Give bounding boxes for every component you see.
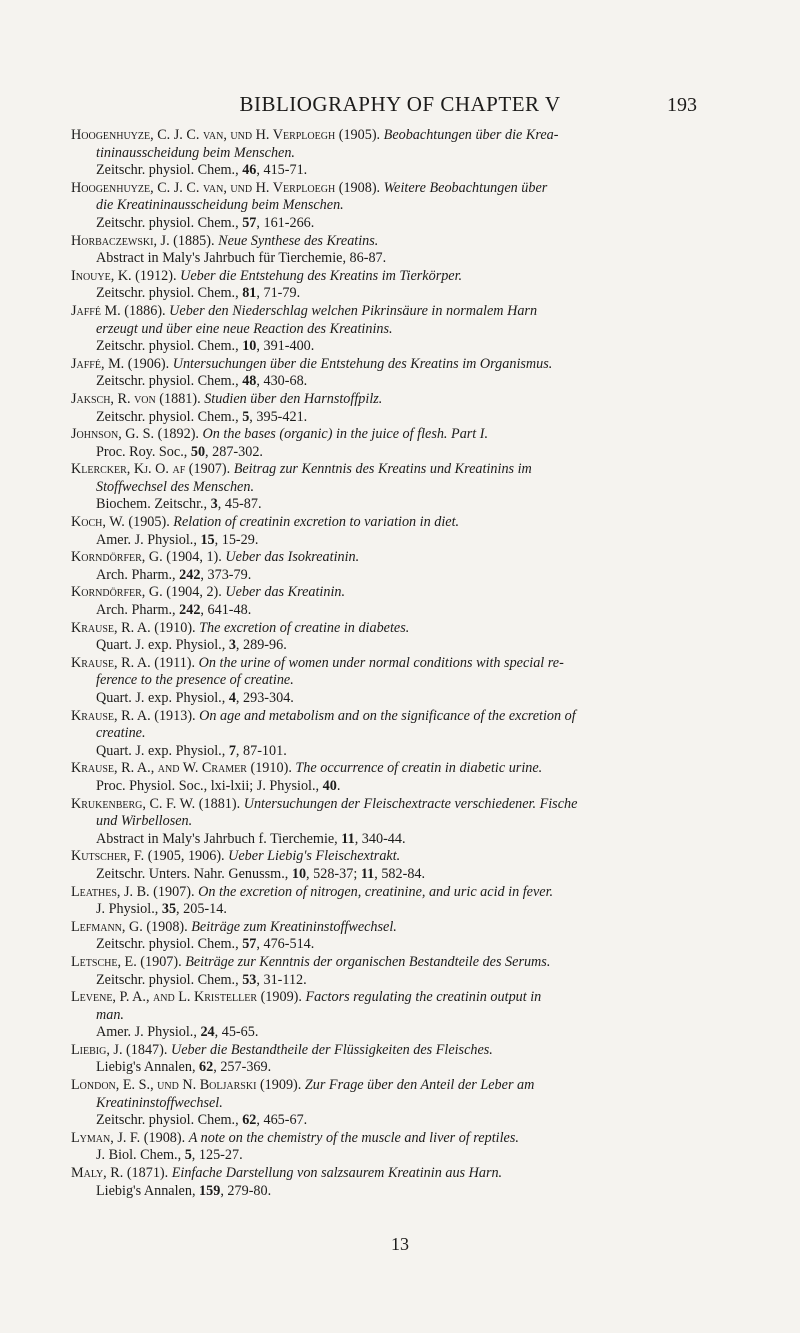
entry-source: , 391-400. <box>256 338 315 355</box>
bibliography-entry <box>71 549 733 584</box>
entry-line <box>71 1130 733 1148</box>
entry-line <box>71 813 733 831</box>
entry-line <box>71 954 733 972</box>
entry-line <box>71 848 733 866</box>
entry-line <box>71 1077 733 1095</box>
entry-source: , 31-112. <box>256 971 307 988</box>
entry-volume: 35 <box>161 901 177 918</box>
entry-volume: 62 <box>242 1112 257 1129</box>
entry-line <box>71 356 733 374</box>
entry-author: Krause, R. A. (1913). <box>71 707 200 724</box>
entry-source: , 279-80. <box>220 1182 272 1199</box>
entry-line <box>71 972 733 990</box>
bibliography-entry <box>71 1165 733 1200</box>
entry-title: Beobachtungen über die Krea- <box>383 127 559 143</box>
entry-author: Jaffé M. (1886). <box>71 302 170 319</box>
bibliography-entry <box>71 1077 733 1130</box>
entry-volume: 48 <box>242 373 257 390</box>
entry-volume: 159 <box>199 1182 221 1199</box>
entry-line <box>71 708 733 726</box>
entry-volume: 53 <box>242 971 257 988</box>
entry-author: Maly, R. (1871). <box>71 1165 172 1182</box>
entry-line <box>71 532 733 550</box>
bibliography-entry <box>71 655 733 708</box>
entry-source: , 161-266. <box>256 214 315 231</box>
entry-line <box>71 884 733 902</box>
entry-line <box>71 1042 733 1060</box>
entry-source: , 45-65. <box>214 1024 259 1041</box>
entry-author: Koch, W. (1905). <box>71 514 174 531</box>
entry-title: creatine. <box>96 725 146 742</box>
bibliography-entry <box>71 884 733 919</box>
entry-source: , 340-44. <box>354 830 406 847</box>
entry-source: Zeitschr. physiol. Chem., <box>96 1112 243 1129</box>
entry-volume: 7 <box>228 742 236 759</box>
entry-volume: 81 <box>242 285 257 302</box>
entry-author: Korndörfer, G. (1904, 2). <box>71 584 226 601</box>
entry-source: Liebig's Annalen, <box>96 1059 200 1076</box>
entry-author: Liebig, J. (1847). <box>71 1041 171 1058</box>
entry-source: Quart. J. exp. Physiol., <box>96 742 229 759</box>
bibliography-entry <box>71 989 733 1042</box>
entry-line <box>71 725 733 743</box>
entry-title: Kreatininstoffwechsel. <box>96 1094 223 1111</box>
entry-volume: 57 <box>242 214 257 231</box>
entry-author: Kutscher, F. (1905, 1906). <box>71 848 229 865</box>
entry-source: Zeitschr. physiol. Chem., <box>96 214 243 231</box>
bibliography-entry <box>71 426 733 461</box>
entry-volume: 57 <box>242 936 257 953</box>
entry-source: Amer. J. Physiol., <box>96 531 201 548</box>
entry-title: The occurrence of creatin in diabetic urine. <box>295 760 543 777</box>
entry-source: , 289-96. <box>235 637 287 654</box>
entry-source: , 373-79. <box>200 566 252 583</box>
entry-source: , 45-87. <box>217 496 262 513</box>
entry-line <box>71 1059 733 1077</box>
entry-volume: 242 <box>179 566 201 583</box>
entry-title: ference to the presence of creatine. <box>96 672 294 689</box>
bibliography-entry <box>71 127 733 180</box>
entry-volume: 10 <box>242 338 257 355</box>
entry-author: London, E. S., und N. Boljarski (1909). <box>71 1077 305 1094</box>
entry-source: . <box>336 777 341 794</box>
entry-source: Amer. J. Physiol., <box>96 1024 201 1041</box>
signature-mark: 13 <box>391 1234 409 1254</box>
entry-source: Liebig's Annalen, <box>96 1182 200 1199</box>
entry-author: Lyman, J. F. (1908). <box>71 1129 189 1146</box>
entry-volume: 62 <box>199 1059 214 1076</box>
entry-line <box>71 796 733 814</box>
bibliography-entry <box>71 1042 733 1077</box>
entry-title: tininausscheidung beim Menschen. <box>96 144 295 161</box>
entry-line <box>71 936 733 954</box>
bibliography-entry <box>71 1130 733 1165</box>
entry-title: Factors regulating the creatinin output in <box>305 989 542 1006</box>
entry-author: Krukenberg, C. F. W. (1881). <box>71 795 244 812</box>
bibliography-entry <box>71 356 733 391</box>
entry-line <box>71 409 733 427</box>
entry-line <box>71 672 733 690</box>
entry-line <box>71 866 733 884</box>
entry-author: Levene, P. A., and L. Kristeller (1909). <box>71 989 306 1006</box>
bibliography-entry <box>71 584 733 619</box>
entry-source: , 125-27. <box>191 1147 243 1164</box>
entry-line <box>71 268 733 286</box>
entry-volume: 11 <box>360 865 375 882</box>
entry-source: , 641-48. <box>200 602 252 619</box>
entry-source: , 582-84. <box>374 865 426 882</box>
entry-line <box>71 602 733 620</box>
entry-source: Proc. Roy. Soc., <box>96 443 191 460</box>
entry-author: Hoogenhuyze, C. J. C. van, und H. Verploegh (1905). <box>71 127 384 143</box>
entry-line <box>71 250 733 268</box>
entry-line <box>71 620 733 638</box>
entry-title: On the excretion of nitrogen, creatinine, and uric acid in fever. <box>198 883 554 900</box>
entry-title: man. <box>96 1006 124 1023</box>
entry-source: Proc. Physiol. Soc., lxi-lxii; J. Physiol., <box>96 777 323 794</box>
running-head <box>0 92 800 122</box>
bibliography-entry <box>71 760 733 795</box>
entry-line <box>71 514 733 532</box>
entry-title: Ueber das Kreatinin. <box>225 584 346 601</box>
entry-title: A note on the chemistry of the muscle and liver of reptiles. <box>188 1129 519 1146</box>
entry-line <box>71 743 733 761</box>
entry-source: Zeitschr. physiol. Chem., <box>96 936 243 953</box>
entry-source: , 257-369. <box>213 1059 272 1076</box>
entry-source: Zeitschr. physiol. Chem., <box>96 408 243 425</box>
entry-source: , 15-29. <box>214 531 259 548</box>
entry-source: , 205-14. <box>176 901 227 918</box>
entry-volume: 40 <box>322 777 337 794</box>
entry-line <box>71 233 733 251</box>
entry-title: Zur Frage über den Anteil der Leber am <box>304 1077 535 1094</box>
entry-title: On age and metabolism and on the significance of the excretion of <box>199 707 576 724</box>
entry-volume: 24 <box>200 1024 215 1041</box>
entry-author: Leathes, J. B. (1907). <box>71 883 199 900</box>
entry-source: J. Physiol., <box>96 901 162 918</box>
entry-title: Beiträge zur Kenntnis der organischen Bestandteile des Serums. <box>185 953 551 970</box>
bibliography-entry <box>71 954 733 989</box>
entry-line <box>71 1183 733 1201</box>
bibliography-entry <box>71 391 733 426</box>
entry-source: Abstract in Maly's Jahrbuch für Tierchemie, 86-87. <box>96 250 387 267</box>
entry-line <box>71 215 733 233</box>
entry-source: Zeitschr. physiol. Chem., <box>96 373 243 390</box>
entry-source: , 415-71. <box>256 162 308 179</box>
entry-line <box>71 426 733 444</box>
entry-line <box>71 285 733 303</box>
entry-title: Ueber den Niederschlag welchen Pikrinsäure in normalem Harn <box>169 302 538 319</box>
entry-author: Jaffé, M. (1906). <box>71 355 173 372</box>
entry-author: Hoogenhuyze, C. J. C. van, und H. Verploegh (1908). <box>71 179 384 196</box>
entry-author: Letsche, E. (1907). <box>71 953 186 970</box>
entry-line <box>71 901 733 919</box>
entry-volume: 11 <box>341 830 355 847</box>
entry-source: J. Biol. Chem., <box>96 1147 185 1164</box>
entry-source: , 71-79. <box>256 285 301 302</box>
entry-line <box>71 760 733 778</box>
entry-source: , 465-67. <box>256 1112 308 1129</box>
entry-source: Quart. J. exp. Physiol., <box>96 637 229 654</box>
entry-line <box>71 391 733 409</box>
entry-title: Neue Synthese des Kreatins. <box>218 232 379 249</box>
entry-source: Zeitschr. physiol. Chem., <box>96 162 243 179</box>
entry-source: , 476-514. <box>256 936 315 953</box>
entry-source: , 528-37; <box>306 865 361 882</box>
entry-source: , 293-304. <box>235 690 294 706</box>
entry-line <box>71 1147 733 1165</box>
entry-line <box>71 549 733 567</box>
entry-author: Krause, R. A. (1911). <box>71 654 199 671</box>
entry-source: Zeitschr. physiol. Chem., <box>96 971 243 988</box>
bibliography-list <box>71 127 733 1200</box>
bibliography-entry <box>71 620 733 655</box>
entry-author: Korndörfer, G. (1904, 1). <box>71 549 226 566</box>
entry-source: Arch. Pharm., <box>96 566 180 583</box>
bibliography-entry <box>71 848 733 883</box>
entry-line <box>71 145 733 163</box>
entry-line <box>71 778 733 796</box>
entry-volume: 3 <box>228 637 236 654</box>
entry-author: Johnson, G. S. (1892). <box>71 426 203 443</box>
entry-line <box>71 162 733 180</box>
entry-title: Ueber die Entstehung des Kreatins im Tierkörper. <box>180 267 463 284</box>
entry-volume: 50 <box>190 443 206 460</box>
entry-source: Arch. Pharm., <box>96 602 180 619</box>
bibliography-entry <box>71 708 733 761</box>
entry-title: Stoffwechsel des Menschen. <box>96 478 254 495</box>
entry-line <box>71 567 733 585</box>
entry-title: Studien über den Harnstoffpilz. <box>204 390 383 407</box>
entry-title: Untersuchungen der Fleischextracte verschiedener. Fische <box>243 795 578 812</box>
entry-source: Biochem. Zeitschr., <box>96 496 211 513</box>
entry-title: Relation of creatinin excretion to variation in diet. <box>173 514 460 531</box>
bibliography-entry <box>71 233 733 268</box>
entry-source: Zeitschr. physiol. Chem., <box>96 338 243 355</box>
bibliography-entry <box>71 796 733 849</box>
entry-author: Lefmann, G. (1908). <box>71 918 192 935</box>
entry-line <box>71 655 733 673</box>
entry-line <box>71 197 733 215</box>
entry-author: Krause, R. A. (1910). <box>71 619 200 636</box>
entry-title: Ueber das Isokreatinin. <box>225 549 360 566</box>
entry-line <box>71 338 733 356</box>
entry-line <box>71 321 733 339</box>
entry-title: Einfache Darstellung von salzsaurem Kreatinin aus Harn. <box>171 1165 503 1182</box>
entry-title: Ueber die Bestandtheile der Flüssigkeiten des Fleisches. <box>170 1041 493 1058</box>
bibliography-entry <box>71 461 733 514</box>
entry-title: Untersuchungen über die Entstehung des Kreatins im Organismus. <box>172 355 553 372</box>
entry-line <box>71 479 733 497</box>
entry-line <box>71 180 733 198</box>
entry-line <box>71 919 733 937</box>
entry-line <box>71 373 733 391</box>
entry-title: Weitere Beobachtungen über <box>383 179 548 196</box>
entry-line <box>71 1095 733 1113</box>
bibliography-entry <box>71 268 733 303</box>
entry-source: Zeitschr. Unters. Nahr. Genussm., <box>96 865 292 882</box>
entry-title: die Kreatininausscheidung beim Menschen. <box>96 197 344 214</box>
entry-author: Inouye, K. (1912). <box>71 267 181 284</box>
entry-line <box>71 637 733 655</box>
entry-title: und Wirbellosen. <box>96 813 193 830</box>
entry-volume: 3 <box>210 496 218 513</box>
entry-line <box>71 690 733 708</box>
bibliography-entry <box>71 919 733 954</box>
entry-source: , 395-421. <box>249 408 308 425</box>
entry-line <box>71 1007 733 1025</box>
entry-line <box>71 127 733 145</box>
entry-volume: 5 <box>184 1147 192 1164</box>
entry-line <box>71 444 733 462</box>
entry-title: Ueber Liebig's Fleischextrakt. <box>228 848 401 865</box>
entry-source: Abstract in Maly's Jahrbuch f. Tierchemie, <box>96 830 342 847</box>
entry-volume: 242 <box>179 602 201 619</box>
entry-author: Jaksch, R. von (1881). <box>71 390 205 407</box>
entry-source: , 287-302. <box>205 443 263 460</box>
entry-line <box>71 1024 733 1042</box>
entry-title: erzeugt und über eine neue Reaction des Kreatinins. <box>96 320 393 337</box>
entry-title: On the urine of women under normal conditions with special re- <box>198 654 564 671</box>
bibliography-entry <box>71 180 733 233</box>
bibliography-entry <box>71 514 733 549</box>
entry-author: Klercker, Kj. O. af (1907). <box>71 461 234 478</box>
entry-line <box>71 1112 733 1130</box>
entry-line <box>71 461 733 479</box>
entry-volume: 10 <box>291 865 307 882</box>
entry-line <box>71 303 733 321</box>
entry-source: Quart. J. exp. Physiol., <box>96 690 229 706</box>
page-number: 193 <box>667 94 697 116</box>
entry-author: Horbaczewski, J. (1885). <box>71 232 219 249</box>
entry-line <box>71 584 733 602</box>
entry-source: , 87-101. <box>235 742 287 759</box>
entry-volume: 46 <box>242 162 257 179</box>
entry-source: , 430-68. <box>256 373 308 390</box>
entry-title: On the bases (organic) in the juice of flesh. Part I. <box>202 426 489 443</box>
entry-line <box>71 496 733 514</box>
bibliography-entry <box>71 303 733 356</box>
entry-title: The excretion of creatine in diabetes. <box>199 619 410 636</box>
entry-author: Krause, R. A., and W. Cramer (1910). <box>71 760 296 777</box>
entry-source: Zeitschr. physiol. Chem., <box>96 285 243 302</box>
entry-line <box>71 1165 733 1183</box>
entry-line <box>71 989 733 1007</box>
entry-volume: 4 <box>228 690 236 706</box>
entry-title: Beiträge zum Kreatininstoffwechsel. <box>191 918 397 935</box>
entry-title: Beitrag zur Kenntnis des Kreatins und Kreatinins im <box>233 461 532 478</box>
chapter-title: BIBLIOGRAPHY OF CHAPTER V <box>239 92 561 116</box>
entry-volume: 15 <box>200 531 215 548</box>
entry-line <box>71 831 733 849</box>
entry-volume: 5 <box>242 408 250 425</box>
